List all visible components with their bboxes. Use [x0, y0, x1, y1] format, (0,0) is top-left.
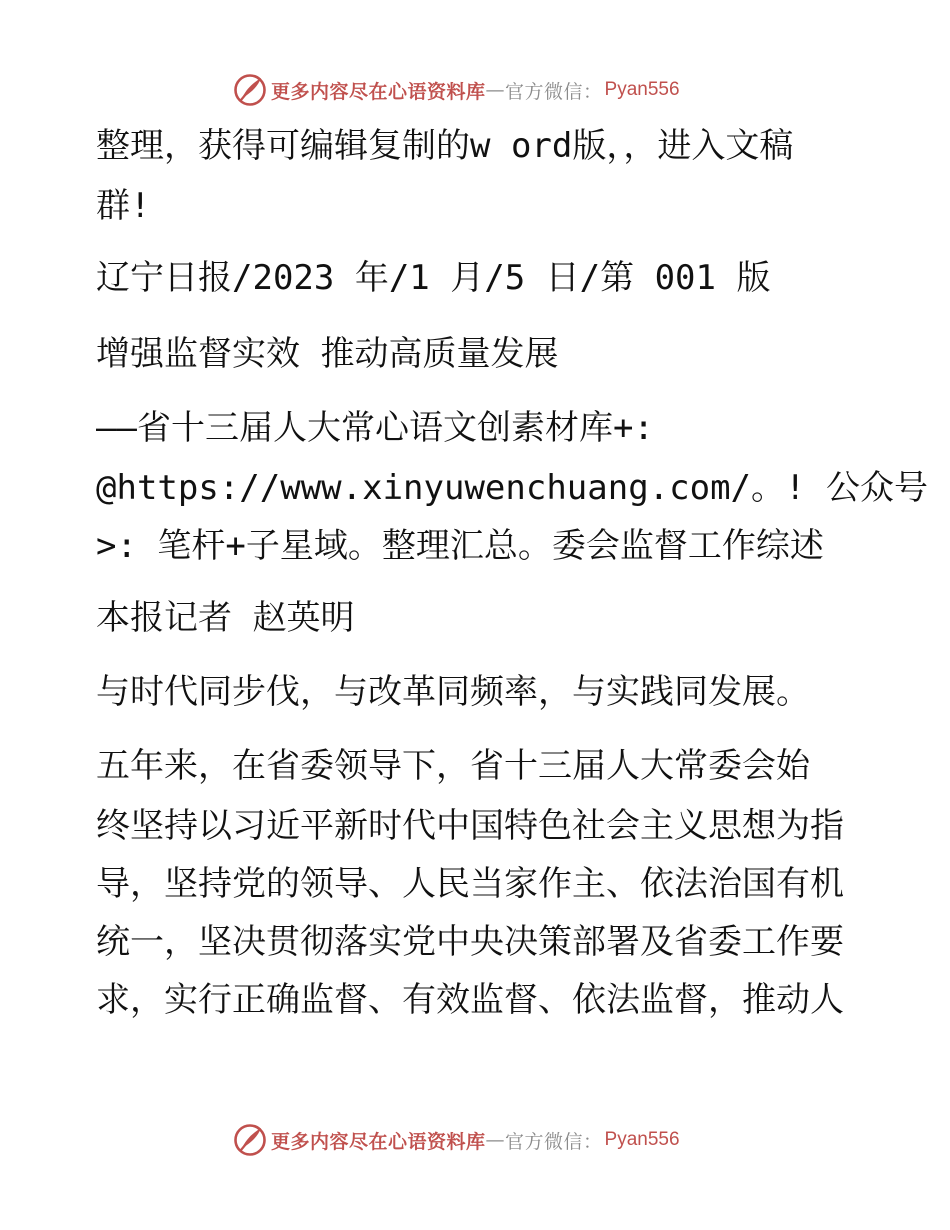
quill-pen-seal-icon: [233, 1123, 267, 1157]
body-line-headline: 增强监督实效 推动高质量发展: [96, 334, 559, 374]
banner-separator: —: [485, 79, 506, 101]
body-paragraph-line-4: 统一，坚决贯彻落实党中央决策部署及省委工作要: [96, 922, 844, 962]
body-line-subtitle-url: @https://www.xinyuwenchuang.com/。! 公众号: [96, 468, 928, 508]
body-paragraph-line-3: 导，坚持党的领导、人民当家作主、依法治国有机: [96, 864, 844, 904]
banner-prefix-text: 更多内容尽在心语资料库: [271, 1130, 486, 1153]
banner-wechat-label: 官方微信：: [505, 80, 603, 103]
body-paragraph-line-2: 终坚持以习近平新时代中国特色社会主义思想为指: [96, 806, 844, 846]
banner-separator: —: [485, 1129, 506, 1151]
body-line-intro-cont: 群!: [96, 186, 151, 226]
banner-prefix-text: 更多内容尽在心语资料库: [271, 80, 486, 103]
quill-pen-seal-icon: [233, 73, 267, 107]
body-line-byline: 本报记者 赵英明: [96, 598, 355, 638]
body-line-lead: 与时代同步伐，与改革同频率，与实践同发展。: [96, 672, 810, 712]
body-paragraph-line-1: 五年来，在省委领导下，省十三届人大常委会始: [96, 746, 810, 786]
body-line-intro: 整理，获得可编辑复制的w ord版，，进入文稿: [96, 126, 794, 166]
banner-wechat-handle: Pyan556: [604, 1129, 680, 1150]
body-line-subtitle-end: >: 笔杆+子星域。整理汇总。委会监督工作综述: [96, 526, 824, 566]
body-line-source: 辽宁日报/2023 年/1 月/5 日/第 001 版: [96, 258, 771, 298]
footer-banner: [233, 1122, 713, 1158]
body-paragraph-line-5: 求，实行正确监督、有效监督、依法监督，推动人: [96, 980, 844, 1020]
header-banner: [233, 72, 713, 108]
body-line-subtitle: ——省十三届人大常心语文创素材库+:: [96, 408, 654, 448]
banner-wechat-label: 官方微信：: [505, 1130, 603, 1153]
banner-wechat-handle: Pyan556: [604, 79, 680, 100]
